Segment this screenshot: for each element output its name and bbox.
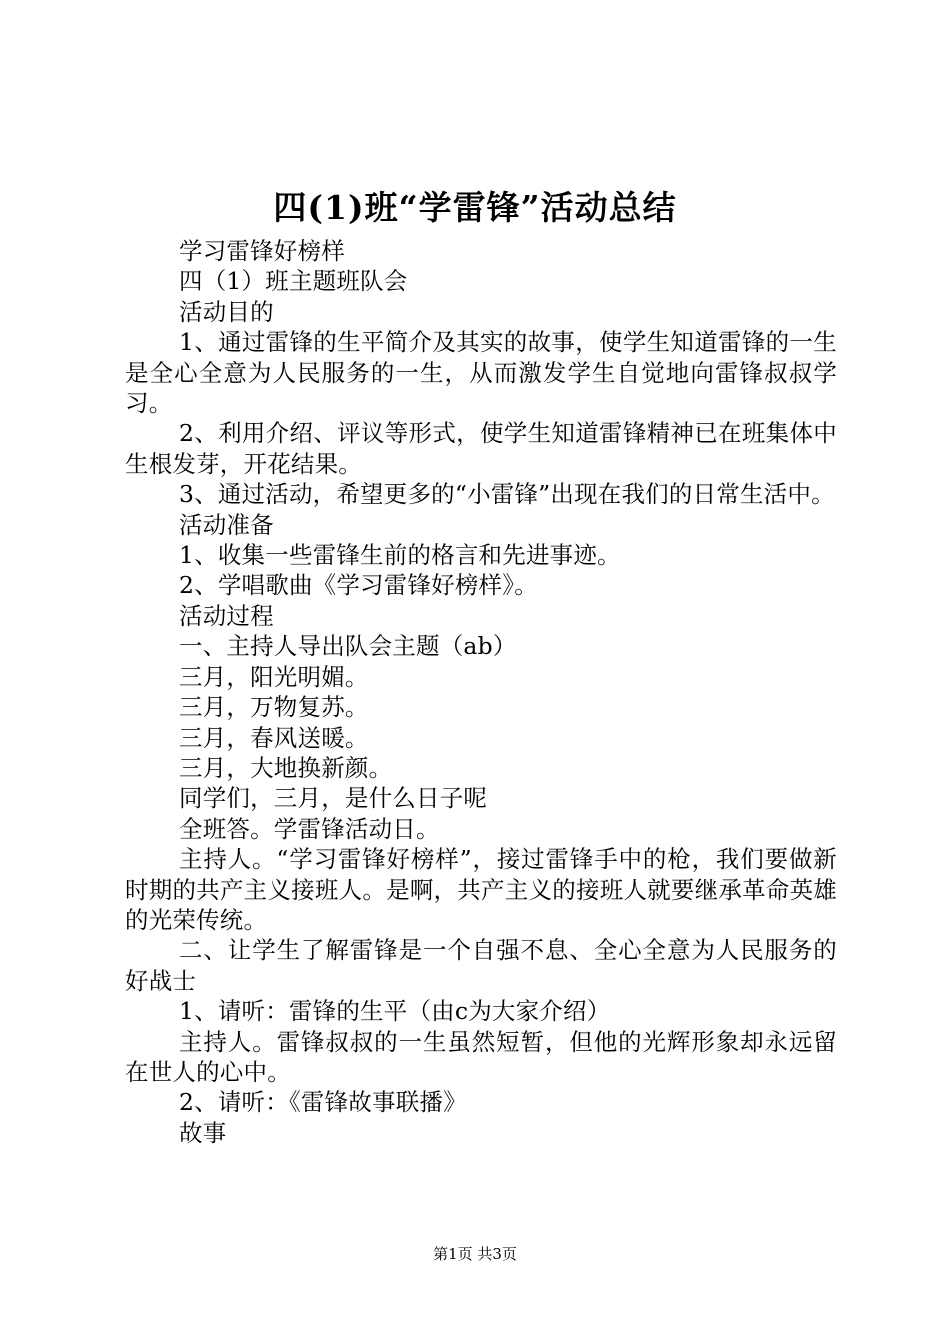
paragraph: 1、请听：雷锋的生平（由c为大家介绍） (179, 997, 611, 1026)
paragraph: 主持人。雷锋叔叔的一生虽然短暂，但他的光辉形象却永远留在世人的心中。 (125, 1027, 837, 1086)
paragraph: 一、主持人导出队会主题（ab） (179, 632, 517, 661)
paragraph: 故事 (179, 1118, 227, 1147)
paragraph: 三月，阳光明媚。 (179, 662, 369, 691)
paragraph: 三月，春风送暖。 (179, 723, 369, 752)
paragraph: 2、学唱歌曲《学习雷锋好榜样》。 (179, 571, 538, 600)
paragraph: 1、通过雷锋的生平简介及其实的故事，使学生知道雷锋的一生是全心全意为人民服务的一生，从而激发学生自觉地向雷锋叔叔学习。 (125, 328, 837, 418)
paragraph: 全班答。学雷锋活动日。 (179, 814, 440, 843)
paragraph: 同学们，三月，是什么日子呢 (179, 784, 488, 813)
paragraph: 三月，大地换新颜。 (179, 753, 393, 782)
paragraph: 四（1）班主题班队会 (179, 267, 408, 296)
paragraph: 1、收集一些雷锋生前的格言和先进事迹。 (179, 541, 621, 570)
paragraph: 二、让学生了解雷锋是一个自强不息、全心全意为人民服务的好战士 (125, 936, 837, 995)
paragraph: 2、利用介绍、评议等形式，使学生知道雷锋精神已在班集体中生根发芽，开花结果。 (125, 419, 837, 478)
paragraph: 主持人。“学习雷锋好榜样”，接过雷锋手中的枪，我们要做新时期的共产主义接班人。是啊，共产主义的接班人就要继承革命英雄的光荣传统。 (125, 845, 837, 934)
document-title: 四(1)班“学雷锋”活动总结 (273, 188, 677, 227)
document-body (125, 236, 837, 1148)
section-heading: 活动准备 (179, 510, 274, 539)
section-heading: 活动过程 (179, 601, 274, 630)
page-footer: 第1页 共3页 (433, 1245, 517, 1263)
paragraph: 三月，万物复苏。 (179, 693, 369, 722)
paragraph: 学习雷锋好榜样 (179, 237, 345, 265)
paragraph: 3、通过活动，希望更多的“小雷锋”出现在我们的日常生活中。 (179, 480, 835, 509)
paragraph: 2、请听：《雷锋故事联播》 (179, 1088, 467, 1117)
section-heading: 活动目的 (179, 297, 274, 326)
